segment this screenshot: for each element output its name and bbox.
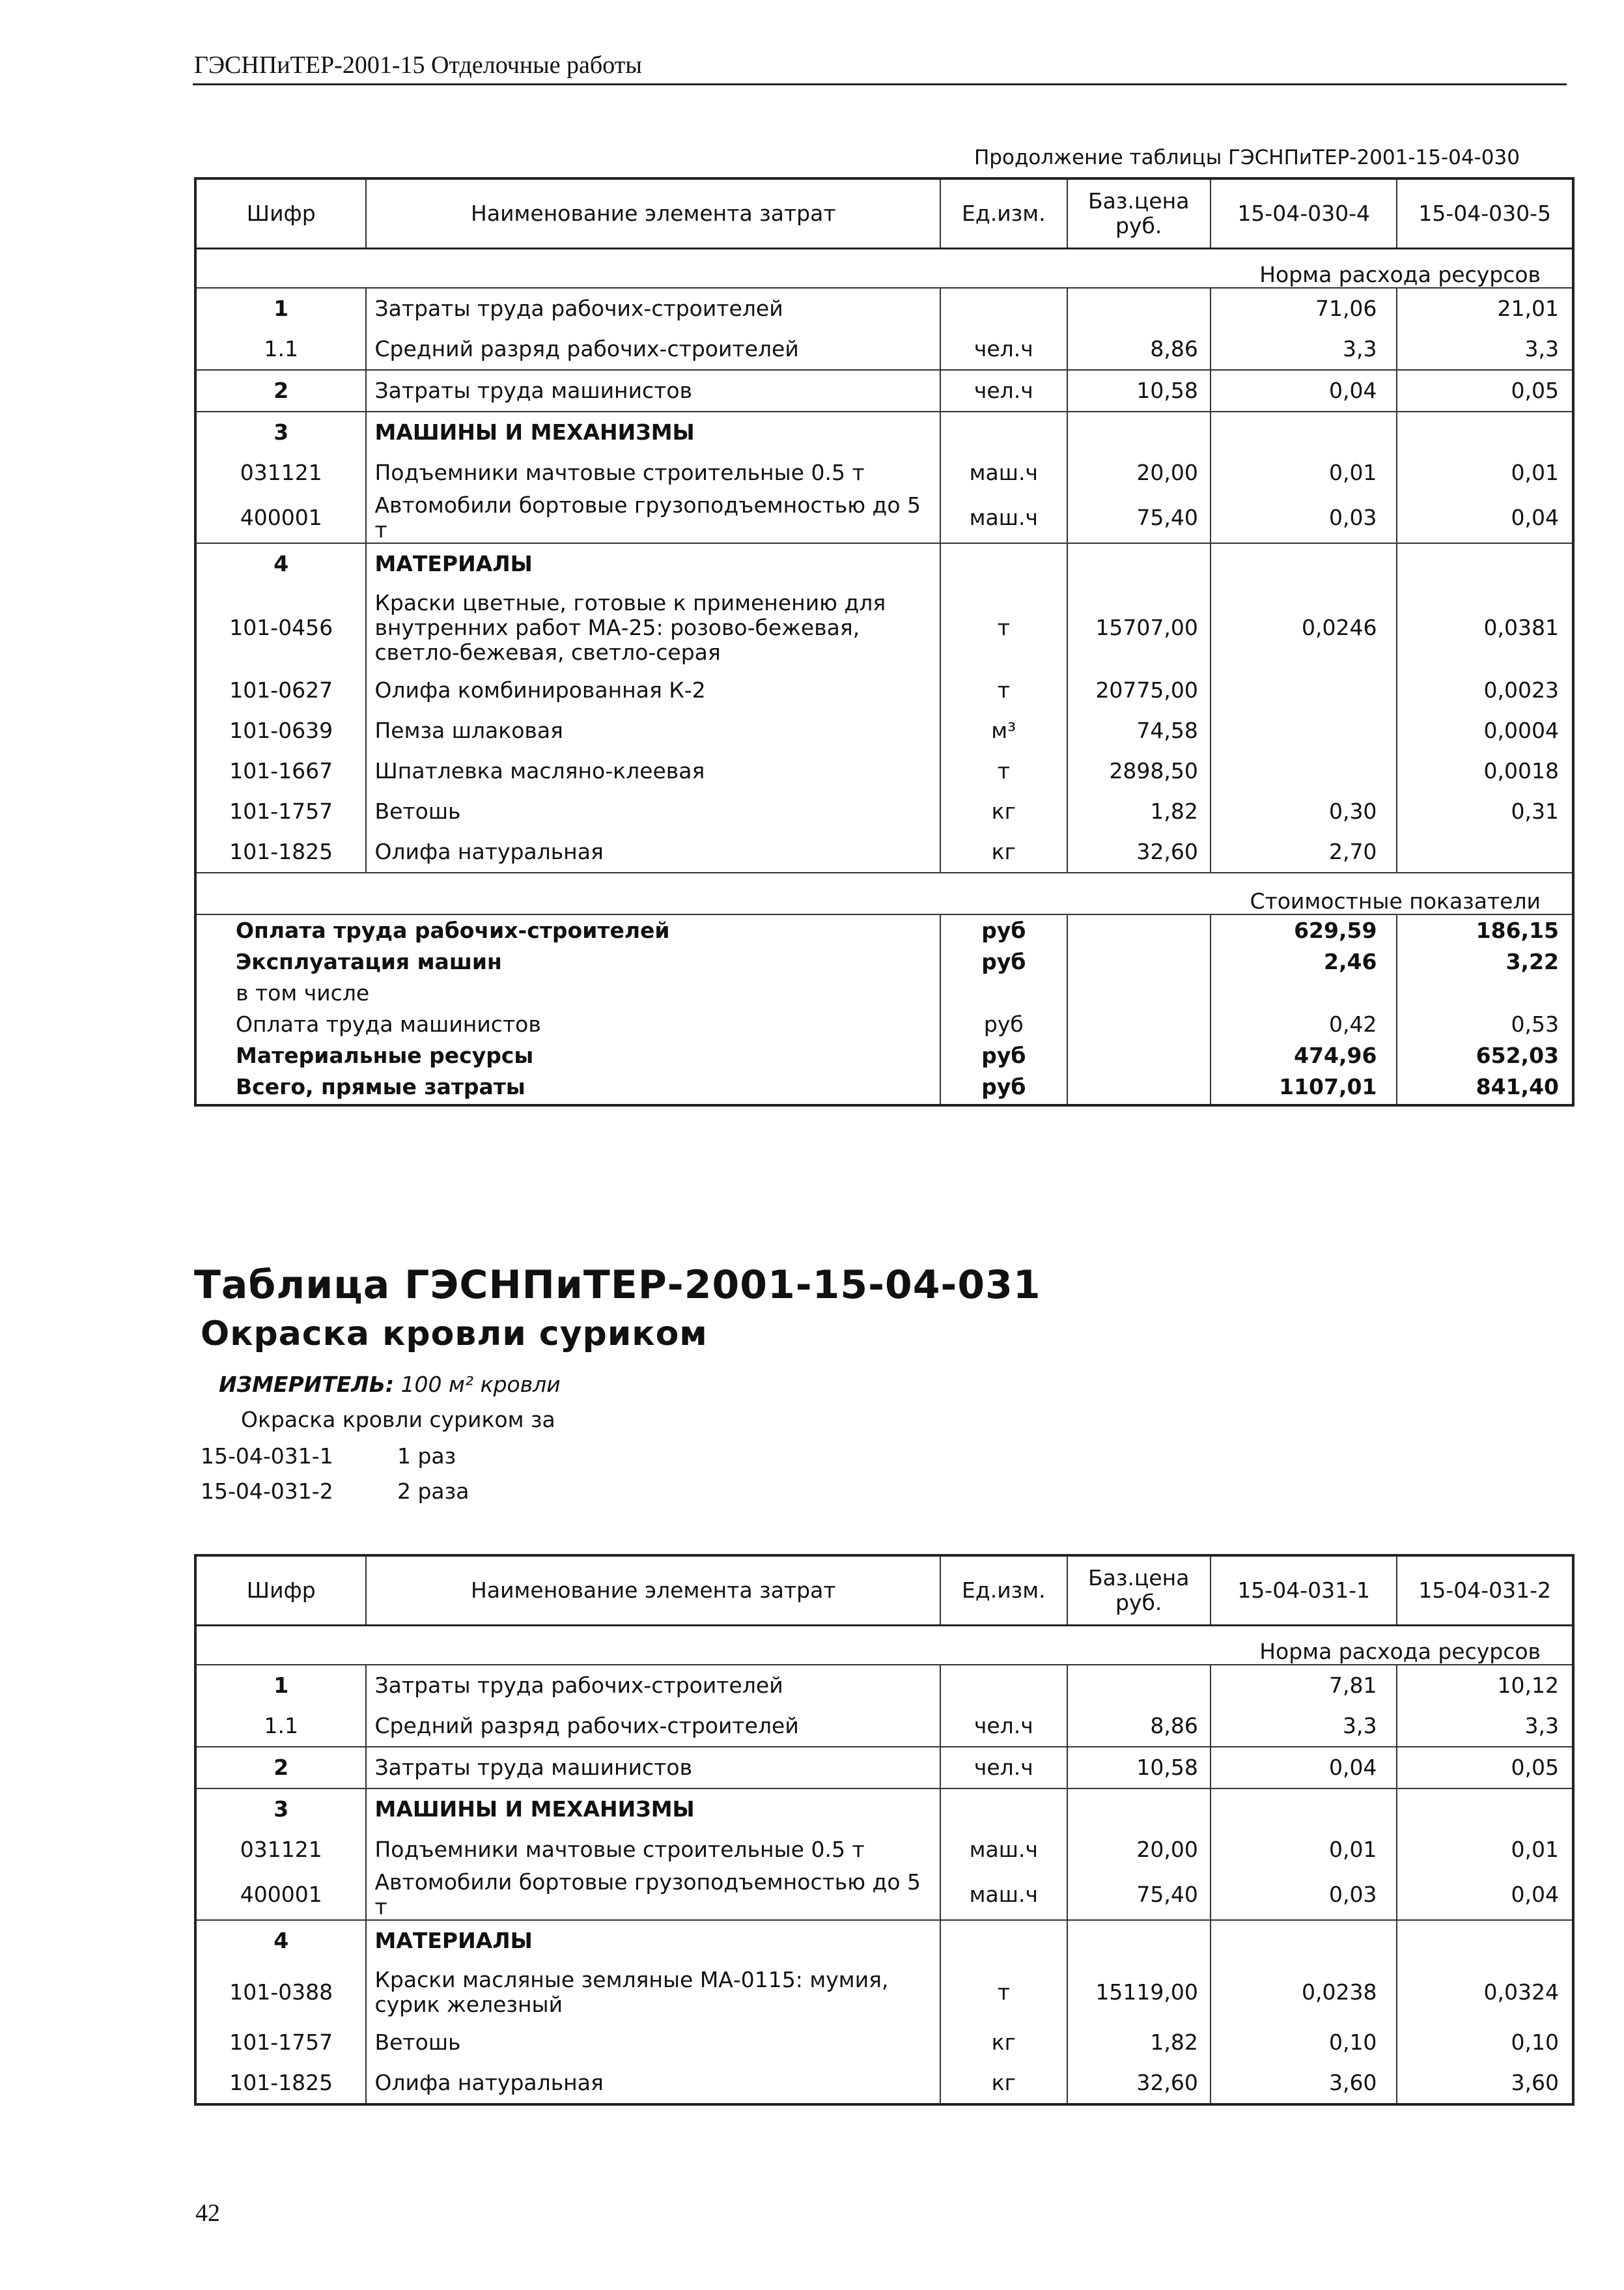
row-price: 20,00 — [1067, 453, 1211, 493]
row-unit — [940, 543, 1067, 584]
summary-value-1: 474,96 — [1211, 1040, 1397, 1071]
row-code: 101-1757 — [229, 2029, 333, 2055]
row-name: Ветошь — [366, 2022, 940, 2063]
row-value-1 — [1211, 751, 1397, 791]
row-price: 20775,00 — [1067, 670, 1211, 711]
row-value-1: 71,06 — [1211, 288, 1397, 329]
row-price — [1067, 1788, 1211, 1830]
row-value-2 — [1397, 412, 1573, 453]
row-unit — [940, 1665, 1067, 1706]
row-value-2: 0,0324 — [1397, 1961, 1573, 2022]
col-header-code: Шифр — [195, 1555, 366, 1626]
row-value-2: 0,0381 — [1397, 584, 1573, 670]
row-unit: кг — [940, 832, 1067, 873]
row-code: 4 — [195, 1920, 366, 1961]
summary-name: Оплата труда рабочих-строителей — [236, 918, 670, 943]
work-description: Окраска кровли суриком за — [241, 1407, 555, 1432]
row-value-1: 3,3 — [1211, 1706, 1397, 1747]
summary-unit: руб — [940, 914, 1067, 946]
row-unit — [940, 412, 1067, 453]
row-price — [1067, 1665, 1211, 1706]
row-value-1 — [1211, 1788, 1397, 1830]
row-value-2: 0,04 — [1397, 1870, 1573, 1920]
row-price — [1067, 412, 1211, 453]
row-value-2: 10,12 — [1397, 1665, 1573, 1706]
row-name: Шпатлевка масляно-клеевая — [366, 751, 940, 791]
row-price: 10,58 — [1067, 370, 1211, 412]
row-code: 1 — [273, 296, 289, 321]
summary-unit: руб — [940, 946, 1067, 978]
row-name: МАШИНЫ И МЕХАНИЗМЫ — [366, 1788, 940, 1830]
summary-value-1: 0,42 — [1211, 1009, 1397, 1040]
variant-2 — [201, 1478, 469, 1504]
row-name: Олифа натуральная — [366, 2063, 940, 2104]
col-header-variant-2: 15-04-030-5 — [1397, 178, 1573, 249]
continuation-note: Продолжение таблицы ГЭСНПиТЕР-2001-15-04-030 — [974, 146, 1520, 169]
table-body — [195, 288, 1573, 873]
row-value-2: 3,3 — [1397, 329, 1573, 370]
row-value-1: 0,03 — [1211, 493, 1397, 543]
row-value-2: 0,10 — [1397, 2022, 1573, 2063]
row-price: 20,00 — [1067, 1830, 1211, 1870]
table-head — [195, 178, 1573, 288]
row-name: Олифа комбинированная К-2 — [366, 670, 940, 711]
row-price: 15707,00 — [1067, 584, 1211, 670]
row-code: 2 — [195, 370, 366, 412]
table-row — [195, 1961, 1573, 2022]
row-code: 101-1825 — [229, 839, 333, 864]
table-row — [195, 711, 1573, 751]
row-value-2: 21,01 — [1397, 288, 1573, 329]
row-name: Автомобили бортовые грузоподъемностью до 5 т — [366, 1870, 940, 1920]
variant-code: 15-04-031-1 — [201, 1443, 333, 1469]
table-row — [195, 1920, 1573, 1961]
variant-text: 2 раза — [397, 1478, 469, 1504]
row-code: 031121 — [240, 460, 322, 485]
row-value-1: 0,01 — [1211, 1830, 1397, 1870]
row-code: 1 — [273, 1673, 289, 1698]
resource-table-031 — [194, 1554, 1575, 2106]
row-price: 10,58 — [1067, 1747, 1211, 1788]
variant-1 — [201, 1443, 456, 1469]
row-name: МАТЕРИАЛЫ — [366, 1920, 940, 1961]
row-code: 031121 — [240, 1837, 322, 1862]
row-unit: кг — [940, 791, 1067, 832]
summary-name: в том числе — [236, 980, 370, 1006]
table-row — [195, 288, 1573, 329]
summary-empty — [1067, 1071, 1211, 1105]
row-value-2: 0,01 — [1397, 453, 1573, 493]
summary-unit — [940, 978, 1067, 1009]
summary-unit: руб — [940, 1071, 1067, 1105]
row-code: 101-0627 — [229, 677, 333, 703]
row-value-1: 3,3 — [1211, 329, 1397, 370]
row-value-1 — [1211, 543, 1397, 584]
row-code: 1.1 — [264, 336, 298, 361]
col-header-unit: Ед.изм. — [940, 178, 1067, 249]
row-name: Автомобили бортовые грузоподъемностью до 5 т — [366, 493, 940, 543]
cost-label: Стоимостные показатели — [195, 873, 1573, 914]
summary-value-2: 3,22 — [1397, 946, 1573, 978]
summary-empty — [1067, 978, 1211, 1009]
norm-label: Норма расхода ресурсов — [195, 1626, 1573, 1665]
table-row — [195, 329, 1573, 370]
measure-label: ИЗМЕРИТЕЛЬ: — [219, 1372, 395, 1397]
row-value-2: 3,3 — [1397, 1706, 1573, 1747]
row-code: 101-0456 — [229, 615, 333, 640]
row-price: 75,40 — [1067, 1870, 1211, 1920]
row-unit: т — [940, 584, 1067, 670]
row-unit: чел.ч — [940, 370, 1067, 412]
row-value-1: 0,10 — [1211, 2022, 1397, 2063]
col-header-price: Баз.цена руб. — [1067, 178, 1211, 249]
row-value-1 — [1211, 1920, 1397, 1961]
summary-value-1: 1107,01 — [1211, 1071, 1397, 1105]
col-header-price: Баз.цена руб. — [1067, 1555, 1211, 1626]
row-unit: чел.ч — [940, 329, 1067, 370]
row-code: 1.1 — [264, 1713, 298, 1738]
row-code: 101-1825 — [229, 2070, 333, 2095]
table-row — [195, 543, 1573, 584]
summary-row — [195, 1009, 1573, 1040]
table-row — [195, 670, 1573, 711]
table-row — [195, 1830, 1573, 1870]
row-code: 400001 — [240, 505, 322, 530]
row-value-2: 0,05 — [1397, 1747, 1573, 1788]
row-value-1 — [1211, 412, 1397, 453]
row-name: Олифа натуральная — [366, 832, 940, 873]
row-unit: чел.ч — [940, 1747, 1067, 1788]
row-value-2: 0,04 — [1397, 493, 1573, 543]
summary-value-2: 0,53 — [1397, 1009, 1573, 1040]
row-value-1: 7,81 — [1211, 1665, 1397, 1706]
summary-value-2: 186,15 — [1397, 914, 1573, 946]
row-price: 32,60 — [1067, 2063, 1211, 2104]
row-name: Средний разряд рабочих-строителей — [366, 1706, 940, 1747]
row-value-2 — [1397, 1920, 1573, 1961]
row-name: Ветошь — [366, 791, 940, 832]
row-name: Краски масляные земляные МА-0115: мумия, сурик железный — [366, 1961, 940, 2022]
variant-text: 1 раз — [397, 1443, 456, 1469]
row-unit — [940, 1788, 1067, 1830]
row-name: Затраты труда рабочих-строителей — [366, 288, 940, 329]
table-row — [195, 2063, 1573, 2104]
summary-empty — [1067, 1009, 1211, 1040]
row-code: 101-1757 — [229, 799, 333, 824]
row-unit: маш.ч — [940, 493, 1067, 543]
row-code: 101-0388 — [229, 1979, 333, 2005]
row-price: 2898,50 — [1067, 751, 1211, 791]
row-unit: чел.ч — [940, 1706, 1067, 1747]
row-name: Затраты труда машинистов — [366, 1747, 940, 1788]
row-name: МАШИНЫ И МЕХАНИЗМЫ — [366, 412, 940, 453]
table-body — [195, 1665, 1573, 2104]
row-name: Затраты труда рабочих-строителей — [366, 1665, 940, 1706]
table-row — [195, 791, 1573, 832]
measure-value: 100 м² кровли — [400, 1372, 561, 1397]
variant-code: 15-04-031-2 — [201, 1478, 333, 1504]
row-value-1: 0,30 — [1211, 791, 1397, 832]
row-code: 2 — [195, 1747, 366, 1788]
row-price: 8,86 — [1067, 329, 1211, 370]
summary-value-2 — [1397, 978, 1573, 1009]
row-code: 4 — [195, 543, 366, 584]
table-row — [195, 1665, 1573, 1706]
table-row — [195, 1788, 1573, 1830]
row-code: 101-0639 — [229, 718, 333, 743]
row-value-2 — [1397, 543, 1573, 584]
measure-line — [219, 1372, 561, 1397]
summary-empty — [1067, 914, 1211, 946]
summary-value-2: 841,40 — [1397, 1071, 1573, 1105]
summary-unit: руб — [940, 1009, 1067, 1040]
row-price: 8,86 — [1067, 1706, 1211, 1747]
row-unit: маш.ч — [940, 453, 1067, 493]
row-name: Пемза шлаковая — [366, 711, 940, 751]
summary-value-1: 2,46 — [1211, 946, 1397, 978]
row-name: Подъемники мачтовые строительные 0.5 т — [366, 453, 940, 493]
row-value-1: 0,01 — [1211, 453, 1397, 493]
summary-name: Всего, прямые затраты — [236, 1074, 525, 1099]
row-code: 3 — [195, 412, 366, 453]
summary-body — [195, 914, 1573, 1105]
cost-section — [195, 873, 1573, 914]
row-value-2: 3,60 — [1397, 2063, 1573, 2104]
row-value-1: 0,04 — [1211, 1747, 1397, 1788]
row-value-1: 0,03 — [1211, 1870, 1397, 1920]
row-name: Краски цветные, готовые к применению для внутренних работ МА-25: розово-бежевая, светло-бежевая, светло-серая — [366, 584, 940, 670]
row-name: МАТЕРИАЛЫ — [366, 543, 940, 584]
row-price — [1067, 1920, 1211, 1961]
table-row — [195, 2022, 1573, 2063]
row-name: Затраты труда машинистов — [366, 370, 940, 412]
row-price: 32,60 — [1067, 832, 1211, 873]
row-price — [1067, 288, 1211, 329]
row-value-2: 0,0023 — [1397, 670, 1573, 711]
row-unit — [940, 1920, 1067, 1961]
col-header-name: Наименование элемента затрат — [366, 178, 940, 249]
row-unit: кг — [940, 2063, 1067, 2104]
row-unit: кг — [940, 2022, 1067, 2063]
summary-empty — [1067, 1040, 1211, 1071]
row-code: 3 — [195, 1788, 366, 1830]
summary-empty — [1067, 946, 1211, 978]
col-header-variant-1: 15-04-031-1 — [1211, 1555, 1397, 1626]
row-price — [1067, 543, 1211, 584]
row-value-1: 0,04 — [1211, 370, 1397, 412]
row-value-2 — [1397, 1788, 1573, 1830]
col-header-variant-2: 15-04-031-2 — [1397, 1555, 1573, 1626]
summary-value-1: 629,59 — [1211, 914, 1397, 946]
row-price: 15119,00 — [1067, 1961, 1211, 2022]
row-price: 74,58 — [1067, 711, 1211, 751]
row-value-1: 3,60 — [1211, 2063, 1397, 2104]
row-value-2: 0,31 — [1397, 791, 1573, 832]
summary-value-2: 652,03 — [1397, 1040, 1573, 1071]
table-row — [195, 1706, 1573, 1747]
table-row — [195, 370, 1573, 412]
row-price: 1,82 — [1067, 2022, 1211, 2063]
table-row — [195, 453, 1573, 493]
table-subtitle: Окраска кровли суриком — [201, 1314, 708, 1353]
row-value-2: 0,0004 — [1397, 711, 1573, 751]
table-row — [195, 584, 1573, 670]
summary-row — [195, 1040, 1573, 1071]
row-value-2 — [1397, 832, 1573, 873]
table-title: Таблица ГЭСНПиТЕР-2001-15-04-031 — [194, 1262, 1041, 1308]
row-value-2: 0,05 — [1397, 370, 1573, 412]
row-value-2: 0,01 — [1397, 1830, 1573, 1870]
row-price: 1,82 — [1067, 791, 1211, 832]
summary-row — [195, 978, 1573, 1009]
table-head — [195, 1555, 1573, 1665]
row-name: Средний разряд рабочих-строителей — [366, 329, 940, 370]
summary-name: Материальные ресурсы — [236, 1043, 534, 1068]
row-value-2: 0,0018 — [1397, 751, 1573, 791]
row-price: 75,40 — [1067, 493, 1211, 543]
row-value-1: 2,70 — [1211, 832, 1397, 873]
row-value-1 — [1211, 711, 1397, 751]
row-name: Подъемники мачтовые строительные 0.5 т — [366, 1830, 940, 1870]
row-unit: м³ — [940, 711, 1067, 751]
resource-table-030 — [194, 177, 1575, 1107]
table-row — [195, 1747, 1573, 1788]
summary-row — [195, 946, 1573, 978]
col-header-code: Шифр — [195, 178, 366, 249]
summary-row — [195, 1071, 1573, 1105]
table-row — [195, 751, 1573, 791]
table-row — [195, 412, 1573, 453]
row-unit: т — [940, 1961, 1067, 2022]
row-value-1 — [1211, 670, 1397, 711]
row-unit: маш.ч — [940, 1870, 1067, 1920]
summary-name: Оплата труда машинистов — [236, 1011, 541, 1037]
header-rule — [193, 83, 1567, 85]
table-row — [195, 1870, 1573, 1920]
col-header-unit: Ед.изм. — [940, 1555, 1067, 1626]
row-unit: т — [940, 751, 1067, 791]
col-header-variant-1: 15-04-030-4 — [1211, 178, 1397, 249]
row-code: 101-1667 — [229, 758, 333, 784]
row-value-1: 0,0238 — [1211, 1961, 1397, 2022]
row-unit — [940, 288, 1067, 329]
row-unit: т — [940, 670, 1067, 711]
table-row — [195, 493, 1573, 543]
norm-label: Норма расхода ресурсов — [195, 249, 1573, 289]
row-code: 400001 — [240, 1882, 322, 1907]
page-header: ГЭСНПиТЕР-2001-15 Отделочные работы — [194, 51, 642, 79]
summary-row — [195, 914, 1573, 946]
col-header-name: Наименование элемента затрат — [366, 1555, 940, 1626]
page-number: 42 — [195, 2199, 220, 2227]
summary-value-1 — [1211, 978, 1397, 1009]
row-unit: маш.ч — [940, 1830, 1067, 1870]
summary-unit: руб — [940, 1040, 1067, 1071]
table-row — [195, 832, 1573, 873]
row-value-1: 0,0246 — [1211, 584, 1397, 670]
summary-name: Эксплуатация машин — [236, 949, 502, 974]
